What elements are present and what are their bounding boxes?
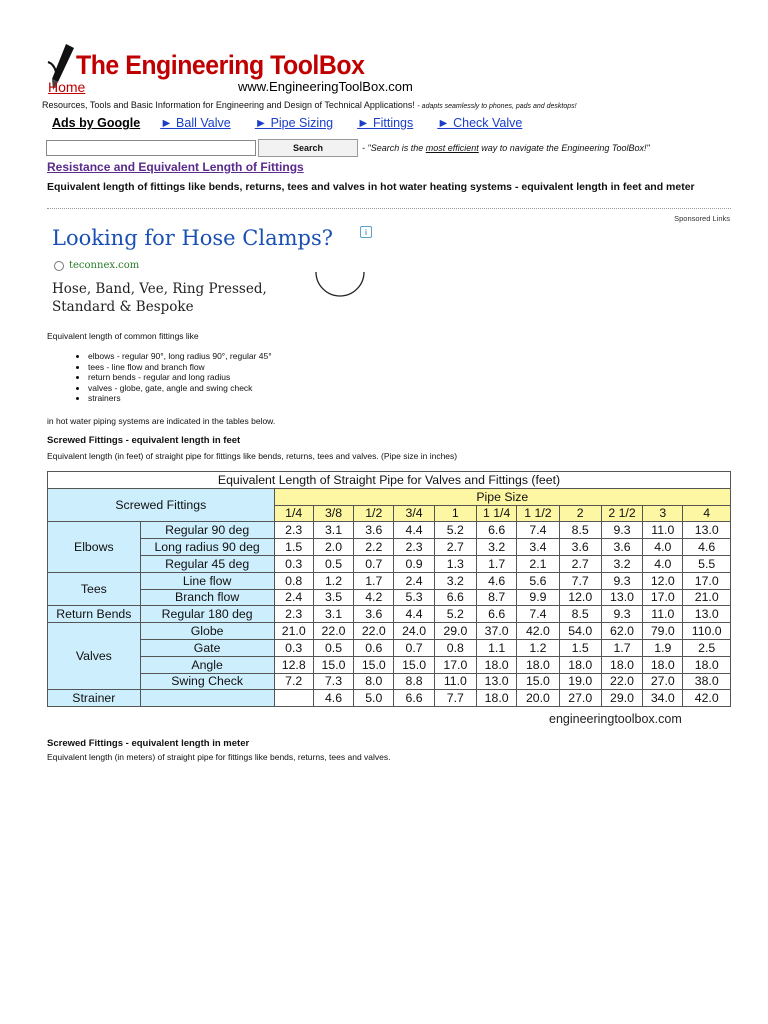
pipe-size-cell: 3/8 (313, 505, 353, 522)
value-cell: 3.2 (434, 572, 476, 589)
value-cell: 21.0 (683, 589, 731, 606)
value-cell: 7.4 (517, 606, 559, 623)
tagline-note: - adapts seamlessly to phones, pads and desktops! (417, 103, 577, 110)
value-cell: 24.0 (394, 623, 434, 640)
table-row (48, 572, 731, 589)
value-cell: 29.0 (434, 623, 476, 640)
value-cell: 18.0 (601, 656, 642, 673)
value-cell: 2.0 (313, 539, 353, 556)
table-row (48, 656, 731, 673)
list-item: • elbows - regular 90°, long radius 90°, regular 45° (88, 351, 272, 362)
table-corner-header: Screwed Fittings (48, 488, 275, 522)
value-cell: 15.0 (354, 656, 394, 673)
value-cell: 17.0 (683, 572, 731, 589)
pipe-size-cell: 2 (559, 505, 601, 522)
value-cell: 0.8 (434, 639, 476, 656)
ad-headline[interactable]: Looking for Hose Clamps? (52, 226, 333, 250)
search-note-suffix: way to navigate the Engineering ToolBox!" (478, 143, 650, 153)
value-cell: 15.0 (313, 656, 353, 673)
fitting-type-cell: Regular 180 deg (140, 606, 274, 623)
nav-link-check-valve[interactable]: ► Check Valve (437, 116, 523, 130)
sponsored-links-label: Sponsored Links (674, 214, 730, 223)
value-cell: 7.4 (517, 522, 559, 539)
fitting-type-cell: Long radius 90 deg (140, 539, 274, 556)
fitting-type-cell (140, 690, 274, 707)
fitting-type-cell: Branch flow (140, 589, 274, 606)
value-cell: 22.0 (601, 673, 642, 690)
value-cell: 18.0 (559, 656, 601, 673)
value-cell: 62.0 (601, 623, 642, 640)
value-cell: 7.7 (434, 690, 476, 707)
value-cell: 5.2 (434, 606, 476, 623)
value-cell: 2.4 (394, 572, 434, 589)
value-cell: 27.0 (643, 673, 683, 690)
home-link[interactable]: Home (48, 79, 86, 95)
value-cell: 18.0 (477, 656, 517, 673)
value-cell: 13.0 (601, 589, 642, 606)
value-cell: 1.5 (274, 539, 313, 556)
value-cell: 9.3 (601, 606, 642, 623)
value-cell: 0.7 (394, 639, 434, 656)
ad-info-icon[interactable]: i (360, 226, 372, 238)
ad-banner[interactable] (52, 226, 382, 321)
value-cell: 3.6 (559, 539, 601, 556)
value-cell: 37.0 (477, 623, 517, 640)
nav-link-fittings[interactable]: ► Fittings (357, 116, 414, 130)
value-cell: 3.6 (354, 522, 394, 539)
search-note-emphasis: most efficient (425, 143, 479, 153)
section-text-feet: Equivalent length (in feet) of straight pipe for fittings like bends, returns, tees and valves. (Pipe size in inches) (47, 451, 458, 461)
value-cell: 11.0 (434, 673, 476, 690)
value-cell: 13.0 (683, 522, 731, 539)
table-watermark: engineeringtoolbox.com (549, 712, 682, 726)
value-cell: 1.5 (559, 639, 601, 656)
value-cell: 2.1 (517, 555, 559, 572)
fitting-type-cell: Gate (140, 639, 274, 656)
site-url: www.EngineeringToolBox.com (238, 79, 413, 94)
value-cell: 3.1 (313, 522, 353, 539)
pipe-size-header: Pipe Size (274, 488, 730, 505)
fitting-group-cell: Tees (48, 572, 141, 606)
value-cell: 18.0 (517, 656, 559, 673)
value-cell: 7.3 (313, 673, 353, 690)
fitting-group-cell: Return Bends (48, 606, 141, 623)
value-cell: 3.4 (517, 539, 559, 556)
value-cell: 110.0 (683, 623, 731, 640)
value-cell: 9.3 (601, 522, 642, 539)
value-cell: 8.8 (394, 673, 434, 690)
value-cell: 4.0 (643, 539, 683, 556)
value-cell: 4.4 (394, 606, 434, 623)
outro-text: in hot water piping systems are indicated in the tables below. (47, 416, 276, 426)
value-cell: 1.2 (517, 639, 559, 656)
value-cell: 34.0 (643, 690, 683, 707)
value-cell: 2.7 (559, 555, 601, 572)
value-cell: 18.0 (683, 656, 731, 673)
value-cell: 0.5 (313, 639, 353, 656)
value-cell: 8.5 (559, 606, 601, 623)
value-cell: 5.0 (354, 690, 394, 707)
value-cell: 6.6 (394, 690, 434, 707)
value-cell: 19.0 (559, 673, 601, 690)
value-cell: 17.0 (643, 589, 683, 606)
list-item: • strainers (88, 393, 272, 404)
fitting-group-cell: Strainer (48, 690, 141, 707)
value-cell: 6.6 (434, 589, 476, 606)
value-cell: 0.7 (354, 555, 394, 572)
value-cell: 27.0 (559, 690, 601, 707)
value-cell: 2.3 (394, 539, 434, 556)
value-cell: 0.9 (394, 555, 434, 572)
value-cell: 17.0 (434, 656, 476, 673)
value-cell: 22.0 (354, 623, 394, 640)
site-logo[interactable] (44, 42, 413, 98)
globe-icon (54, 261, 64, 271)
nav-link-pipe-sizing[interactable]: ► Pipe Sizing (254, 116, 334, 130)
value-cell: 0.3 (274, 639, 313, 656)
value-cell: 1.9 (643, 639, 683, 656)
fitting-group-cell: Elbows (48, 522, 141, 572)
section-heading-meter: Screwed Fittings - equivalent length in meter (47, 738, 250, 749)
value-cell: 0.3 (274, 555, 313, 572)
pipe-size-cell: 2 1/2 (601, 505, 642, 522)
table-caption: Equivalent Length of Straight Pipe for Valves and Fittings (feet) (48, 472, 731, 489)
ad-url-row[interactable] (54, 260, 139, 271)
value-cell: 1.3 (434, 555, 476, 572)
value-cell: 3.2 (477, 539, 517, 556)
value-cell: 22.0 (313, 623, 353, 640)
page-subtitle: Equivalent length of fittings like bends, returns, tees and valves in hot water heating systems - equivalent length in feet and meter (47, 181, 695, 193)
table-row (48, 639, 731, 656)
value-cell: 1.1 (477, 639, 517, 656)
value-cell: 7.7 (559, 572, 601, 589)
value-cell: 2.5 (683, 639, 731, 656)
value-cell: 79.0 (643, 623, 683, 640)
table-row (48, 539, 731, 556)
value-cell: 9.9 (517, 589, 559, 606)
value-cell: 5.3 (394, 589, 434, 606)
value-cell: 0.6 (354, 639, 394, 656)
list-item: • tees - line flow and branch flow (88, 362, 272, 373)
fittings-list (74, 351, 272, 404)
nav-link-ball-valve[interactable]: ► Ball Valve (160, 116, 231, 130)
value-cell (274, 690, 313, 707)
intro-text: Equivalent length of common fittings like (47, 331, 199, 341)
ad-nav-bar (52, 115, 546, 131)
search-note-prefix: - "Search is the (362, 143, 426, 153)
value-cell: 42.0 (683, 690, 731, 707)
value-cell: 4.6 (683, 539, 731, 556)
value-cell: 5.2 (434, 522, 476, 539)
fitting-type-cell: Regular 45 deg (140, 555, 274, 572)
table-caption-row (48, 472, 731, 489)
equivalent-length-table (47, 471, 731, 707)
value-cell: 6.6 (477, 606, 517, 623)
value-cell: 4.6 (313, 690, 353, 707)
pipe-size-cell: 3 (643, 505, 683, 522)
ad-description: Hose, Band, Vee, Ring Pressed, Standard & Bespoke (52, 281, 267, 315)
value-cell: 7.2 (274, 673, 313, 690)
value-cell: 5.6 (517, 572, 559, 589)
value-cell: 15.0 (394, 656, 434, 673)
pipe-size-cell: 1 1/4 (477, 505, 517, 522)
value-cell: 1.7 (354, 572, 394, 589)
value-cell: 1.7 (477, 555, 517, 572)
value-cell: 38.0 (683, 673, 731, 690)
table-row (48, 555, 731, 572)
table-row (48, 690, 731, 707)
value-cell: 15.0 (517, 673, 559, 690)
pipe-size-cell: 1/4 (274, 505, 313, 522)
fitting-type-cell: Swing Check (140, 673, 274, 690)
pipe-size-cell: 3/4 (394, 505, 434, 522)
value-cell: 6.6 (477, 522, 517, 539)
page-title[interactable]: Resistance and Equivalent Length of Fittings (47, 160, 304, 174)
search-row (46, 139, 650, 157)
value-cell: 3.6 (601, 539, 642, 556)
pipe-size-cell: 1/2 (354, 505, 394, 522)
value-cell: 0.5 (313, 555, 353, 572)
divider (47, 208, 731, 209)
value-cell: 4.2 (354, 589, 394, 606)
table-row (48, 623, 731, 640)
value-cell: 20.0 (517, 690, 559, 707)
value-cell: 3.6 (354, 606, 394, 623)
value-cell: 12.0 (559, 589, 601, 606)
value-cell: 4.0 (643, 555, 683, 572)
value-cell: 12.0 (643, 572, 683, 589)
table-row (48, 673, 731, 690)
value-cell: 29.0 (601, 690, 642, 707)
value-cell: 3.1 (313, 606, 353, 623)
value-cell: 54.0 (559, 623, 601, 640)
tagline-text: Resources, Tools and Basic Information for Engineering and Design of Technical Applications! (42, 100, 415, 110)
site-title: The Engineering ToolBox (76, 50, 365, 80)
table-header-row (48, 488, 731, 505)
value-cell: 11.0 (643, 606, 683, 623)
search-button[interactable]: Search (258, 139, 358, 157)
value-cell: 3.5 (313, 589, 353, 606)
pipe-size-cell: 4 (683, 505, 731, 522)
value-cell: 0.8 (274, 572, 313, 589)
value-cell: 21.0 (274, 623, 313, 640)
value-cell: 2.3 (274, 606, 313, 623)
value-cell: 8.5 (559, 522, 601, 539)
value-cell: 9.3 (601, 572, 642, 589)
table-row (48, 522, 731, 539)
fitting-group-cell: Valves (48, 623, 141, 690)
list-item: • valves - globe, gate, angle and swing check (88, 383, 272, 394)
value-cell: 4.4 (394, 522, 434, 539)
section-text-meter: Equivalent length (in meters) of straight pipe for fittings like bends, returns, tees and valves. (47, 752, 391, 762)
tagline (42, 100, 577, 110)
value-cell: 42.0 (517, 623, 559, 640)
value-cell: 8.7 (477, 589, 517, 606)
value-cell: 5.5 (683, 555, 731, 572)
fitting-type-cell: Line flow (140, 572, 274, 589)
loading-spinner-icon (314, 268, 366, 302)
value-cell: 3.2 (601, 555, 642, 572)
value-cell: 1.2 (313, 572, 353, 589)
pipe-size-cell: 1 (434, 505, 476, 522)
value-cell: 2.7 (434, 539, 476, 556)
value-cell: 8.0 (354, 673, 394, 690)
list-item: • return bends - regular and long radius (88, 372, 272, 383)
ads-by-google-label[interactable]: Ads by Google (52, 116, 141, 130)
fitting-type-cell: Globe (140, 623, 274, 640)
search-input[interactable] (46, 140, 256, 156)
value-cell: 2.2 (354, 539, 394, 556)
value-cell: 13.0 (477, 673, 517, 690)
section-heading-feet: Screwed Fittings - equivalent length in feet (47, 435, 241, 446)
pipe-size-cell: 1 1/2 (517, 505, 559, 522)
value-cell: 12.8 (274, 656, 313, 673)
value-cell: 18.0 (643, 656, 683, 673)
value-cell: 18.0 (477, 690, 517, 707)
value-cell: 1.7 (601, 639, 642, 656)
fitting-type-cell: Angle (140, 656, 274, 673)
value-cell: 11.0 (643, 522, 683, 539)
value-cell: 2.4 (274, 589, 313, 606)
ad-url[interactable]: teconnex.com (69, 260, 140, 271)
fitting-type-cell: Regular 90 deg (140, 522, 274, 539)
table-row (48, 606, 731, 623)
value-cell: 4.6 (477, 572, 517, 589)
value-cell: 13.0 (683, 606, 731, 623)
table-row (48, 589, 731, 606)
search-note (362, 143, 650, 153)
value-cell: 2.3 (274, 522, 313, 539)
